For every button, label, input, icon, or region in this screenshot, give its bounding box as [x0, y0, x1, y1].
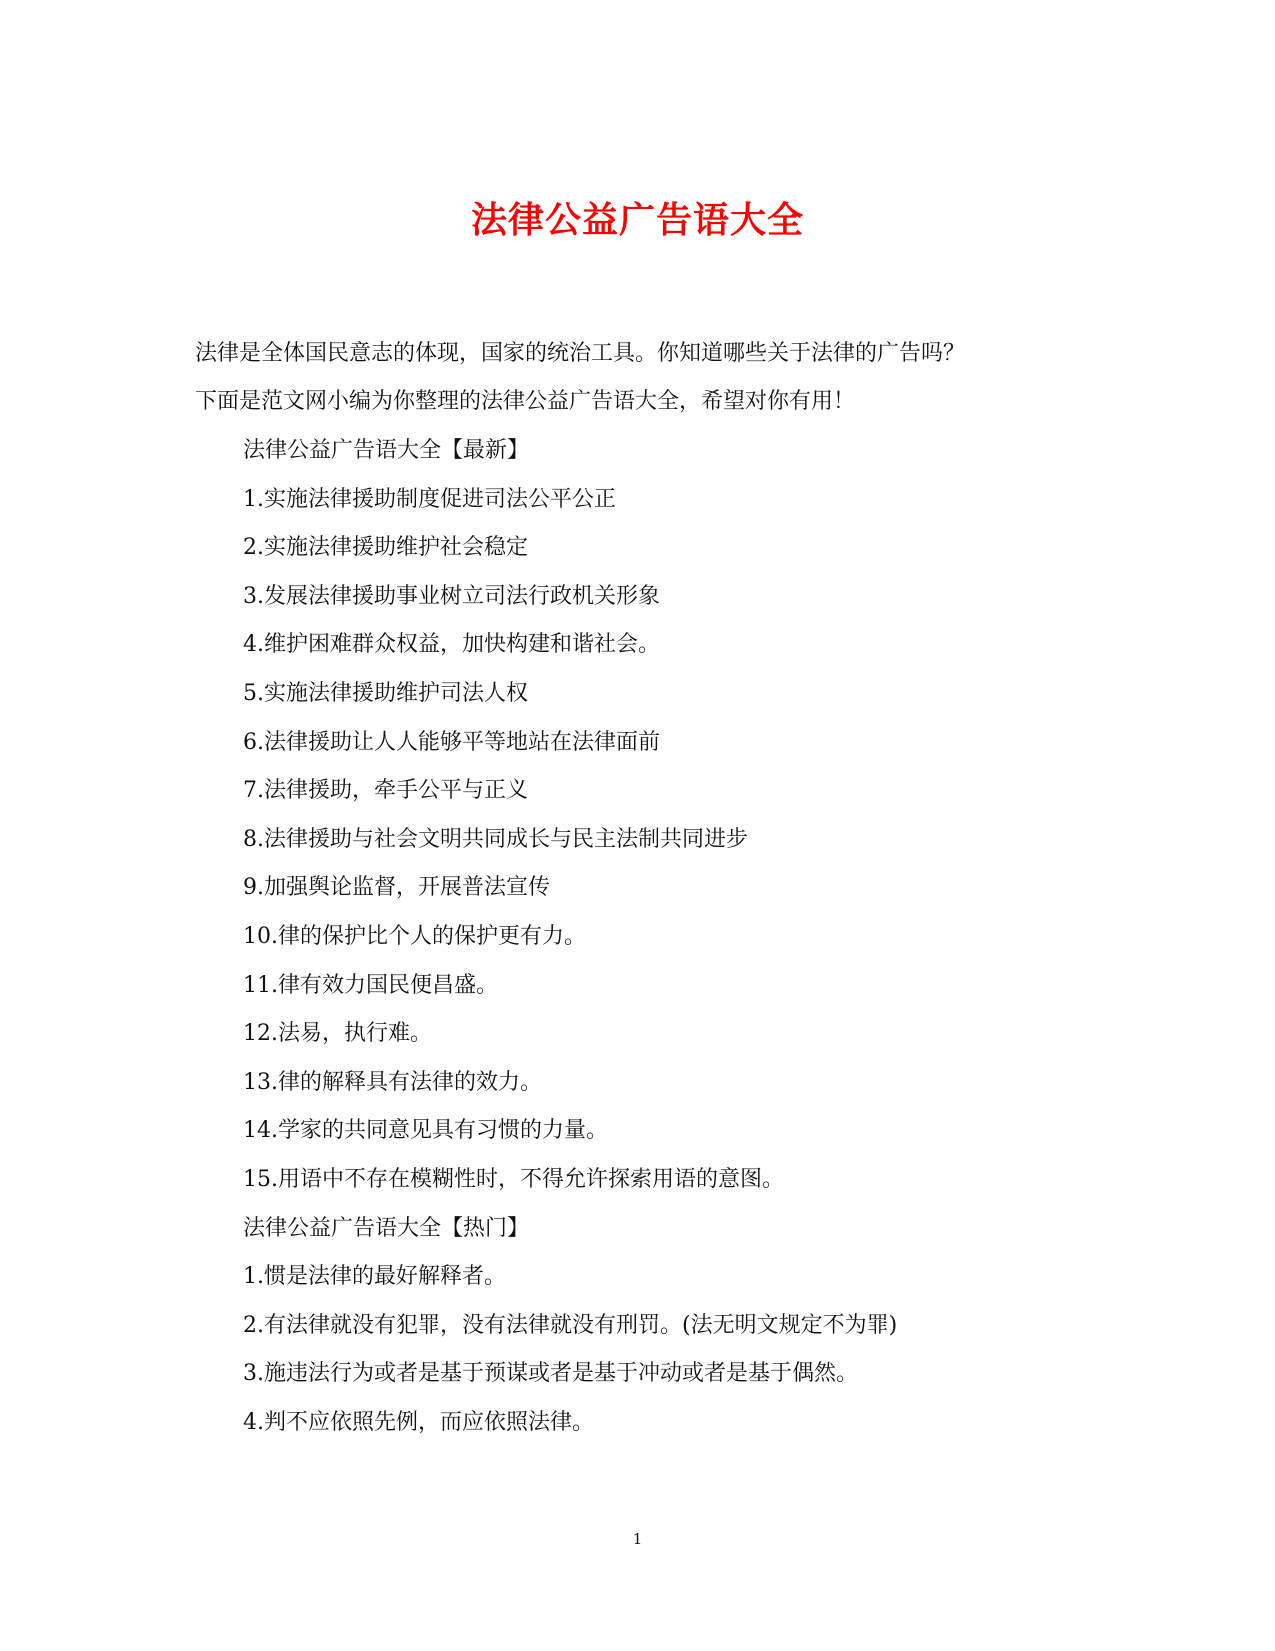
intro-line: 法律是全体国民意志的体现，国家的统治工具。你知道哪些关于法律的广告吗？	[195, 341, 966, 366]
list-item: 1.惯是法律的最好解释者。	[243, 1264, 506, 1290]
list-item: 3.施违法行为或者是基于预谋或者是基于冲动或者是基于偶然。	[243, 1361, 858, 1387]
list-item: 6.法律援助让人人能够平等地站在法律面前	[243, 729, 660, 755]
intro-paragraph	[195, 330, 1095, 426]
intro-line: 下面是范文网小编为你整理的法律公益广告语大全，希望对你有用！	[195, 389, 856, 414]
section-heading-latest: 法律公益广告语大全【最新】	[243, 438, 530, 463]
list-item: 5.实施法律援助维护司法人权	[243, 680, 528, 706]
list-item: 11.律有效力国民便昌盛。	[243, 972, 498, 998]
list-item: 2.实施法律援助维护社会稳定	[243, 535, 528, 561]
list-item: 2.有法律就没有犯罪，没有法律就没有刑罚。(法无明文规定不为罪)	[243, 1312, 898, 1338]
list-item: 3.发展法律援助事业树立司法行政机关形象	[243, 583, 660, 609]
list-item: 1.实施法律援助制度促进司法公平公正	[243, 486, 616, 512]
page-title: 法律公益广告语大全	[470, 199, 804, 242]
list-item: 8.法律援助与社会文明共同成长与民主法制共同进步	[243, 826, 748, 852]
list-item: 12.法易，执行难。	[243, 1021, 432, 1047]
list-item: 13.律的解释具有法律的效力。	[243, 1069, 542, 1095]
slogan-content	[243, 427, 1103, 1447]
list-item: 9.加强舆论监督，开展普法宣传	[243, 875, 550, 901]
section-heading-hot: 法律公益广告语大全【热门】	[243, 1215, 530, 1241]
list-item: 4.维护困难群众权益，加快构建和谐社会。	[243, 632, 660, 658]
list-item: 14.学家的共同意见具有习惯的力量。	[243, 1118, 608, 1144]
list-item: 15.用语中不存在模糊性时，不得允许探索用语的意图。	[243, 1166, 784, 1192]
page-number: 1	[632, 1530, 643, 1548]
list-item: 4.判不应依照先例，而应依照法律。	[243, 1409, 594, 1435]
list-item: 7.法律援助，牵手公平与正义	[243, 778, 528, 804]
list-item: 10.律的保护比个人的保护更有力。	[243, 923, 586, 949]
